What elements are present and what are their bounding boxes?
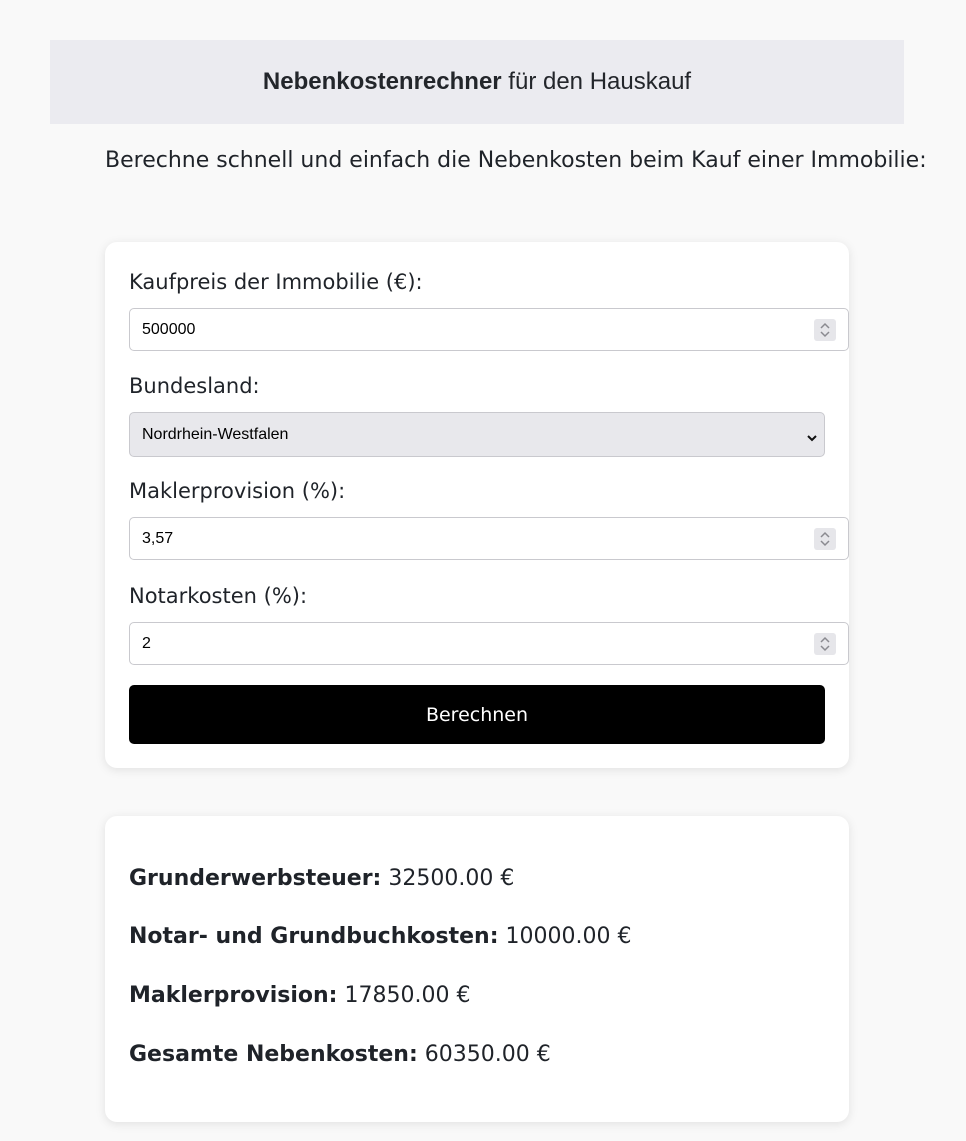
page-header <box>50 40 904 124</box>
berechnen-button[interactable]: Berechnen <box>129 685 825 744</box>
kaufpreis-input[interactable] <box>129 308 849 351</box>
spinner-arrows-icon[interactable] <box>814 319 836 341</box>
bundesland-label: Bundesland: <box>129 374 260 398</box>
makler-label: Maklerprovision (%): <box>129 479 346 503</box>
kaufpreis-value: 500000 <box>142 321 196 338</box>
result-label: Notar- und Grundbuchkosten: <box>129 924 499 949</box>
spinner-arrows-icon[interactable] <box>814 528 836 550</box>
result-value: 10000.00 € <box>498 924 632 949</box>
result-value: 32500.00 € <box>381 866 515 891</box>
notar-value: 2 <box>142 635 151 652</box>
result-grunderwerbsteuer <box>129 866 514 891</box>
calculator-form <box>105 242 849 768</box>
result-notar-grundbuch <box>129 924 631 949</box>
result-label: Maklerprovision: <box>129 983 338 1008</box>
result-value: 60350.00 € <box>417 1042 551 1067</box>
header-title-bold: Nebenkostenrechner <box>262 68 502 95</box>
header-title-rest: für den Hauskauf <box>501 68 692 95</box>
bundesland-value: Nordrhein-Westfalen <box>142 426 289 443</box>
results-panel <box>105 816 849 1122</box>
chevron-down-icon <box>806 429 818 441</box>
result-value: 17850.00 € <box>337 983 471 1008</box>
result-label: Grunderwerbsteuer: <box>129 866 382 891</box>
spinner-arrows-icon[interactable] <box>814 633 836 655</box>
result-label: Gesamte Nebenkosten: <box>129 1042 418 1067</box>
notar-input[interactable] <box>129 622 849 665</box>
kaufpreis-label: Kaufpreis der Immobilie (€): <box>129 270 423 294</box>
result-maklerprovision <box>129 983 470 1008</box>
result-gesamt <box>129 1042 551 1067</box>
bundesland-select[interactable] <box>129 412 825 457</box>
notar-label: Notarkosten (%): <box>129 584 308 608</box>
makler-input[interactable] <box>129 517 849 560</box>
intro-text: Berechne schnell und einfach die Nebenkosten beim Kauf einer Immobilie: <box>105 148 927 173</box>
makler-value: 3,57 <box>142 530 174 547</box>
